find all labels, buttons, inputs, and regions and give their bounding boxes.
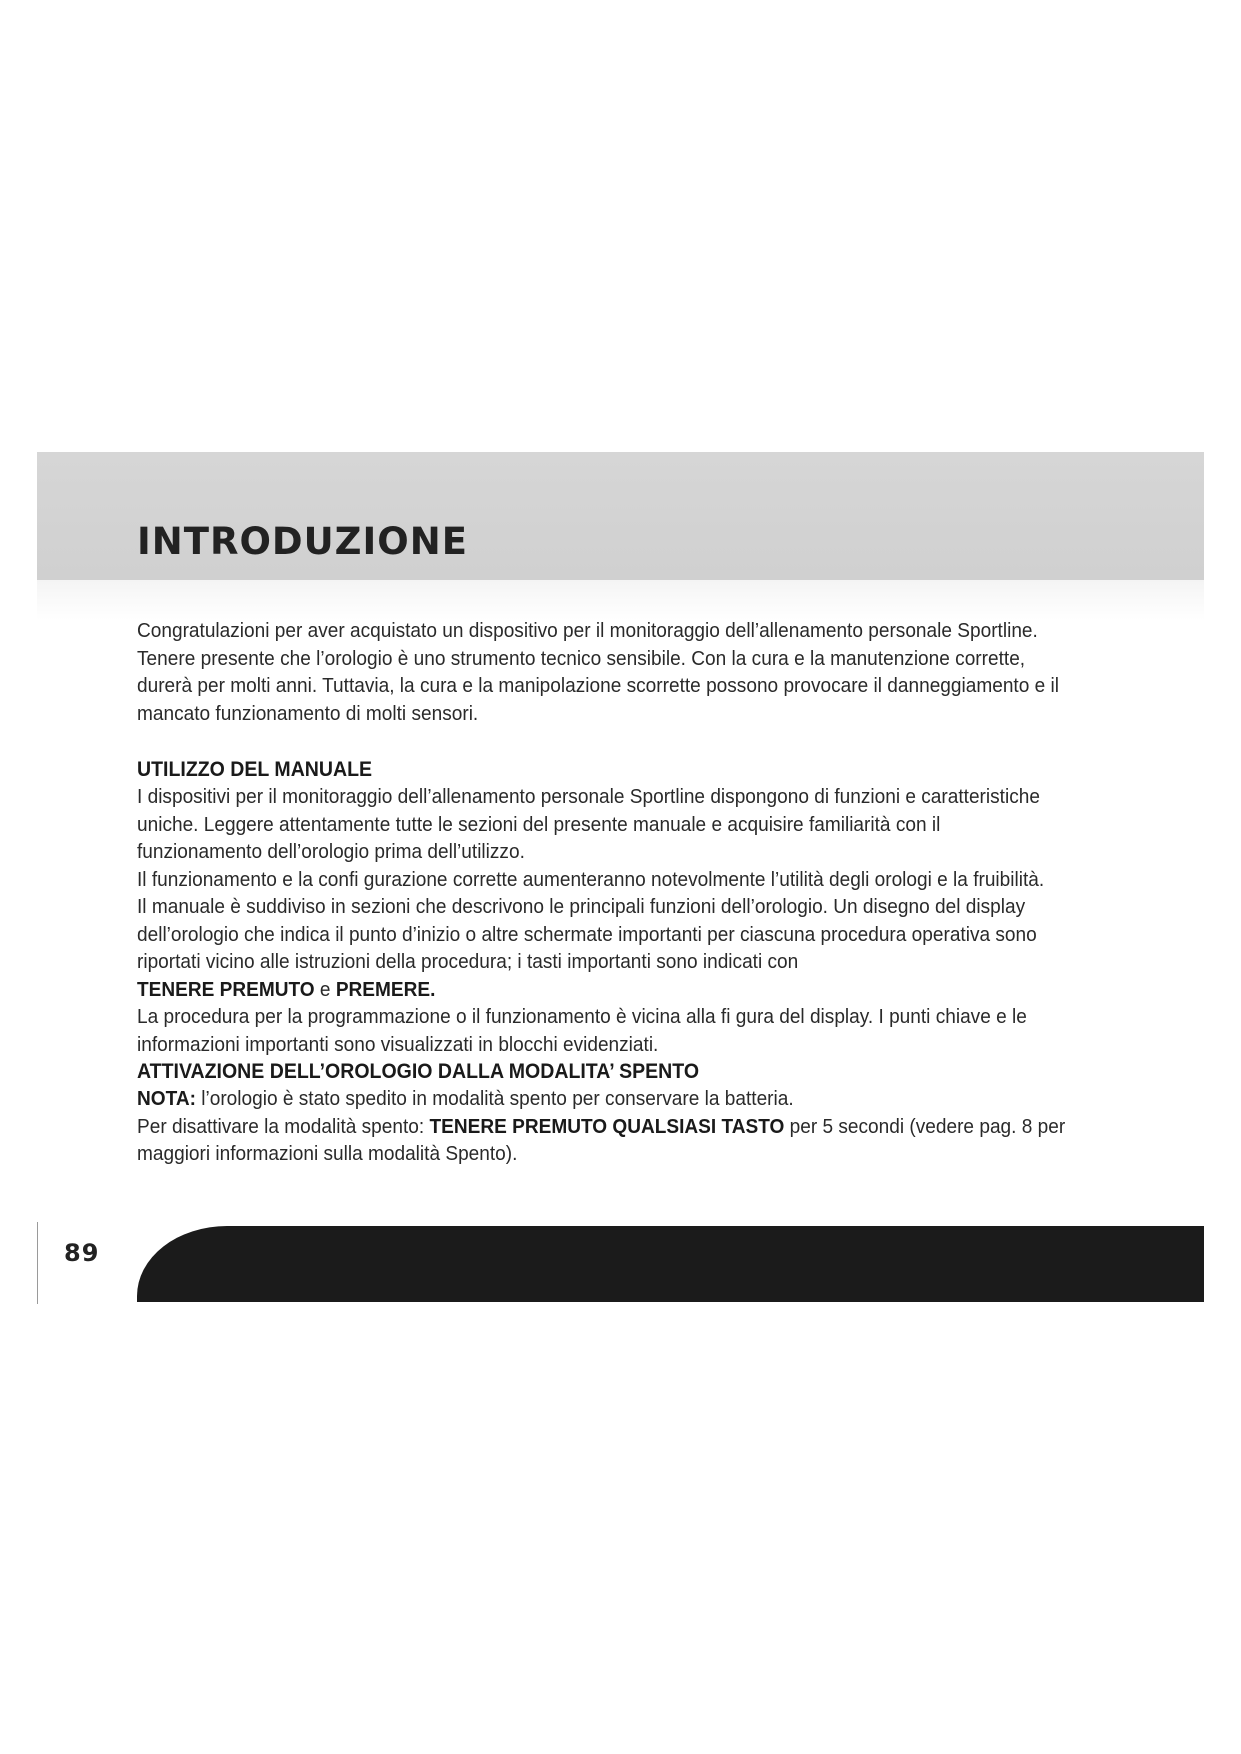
manual-paragraph-3 xyxy=(137,893,1067,1003)
manual-paragraph-2: Il funzionamento e la confi gurazione corrette aumenteranno notevolmente l’utilità degli orologi e la fruibilità. xyxy=(137,867,1045,891)
footer-band xyxy=(137,1226,1204,1302)
intro-paragraph: Congratulazioni per aver acquistato un dispositivo per il monitoraggio dell’allenamento personale Sportline. Tenere presente che l’orologio è uno strumento tecnico sensibile. Con la cura e la manutenzione corrette, durerà per molti anni. Tuttavia, la cura e la manipolazione scorrette possono provocare il danneggiamento e il mancato funzionamento di molti sensori. xyxy=(137,619,1060,725)
note-text: l’orologio è stato spedito in modalità spento per conservare la batteria. xyxy=(195,1087,794,1110)
page-title: INTRODUZIONE xyxy=(137,520,468,563)
note-paragraph xyxy=(137,1085,1067,1113)
keyword-press: PREMERE. xyxy=(335,977,436,1001)
activation-paragraph xyxy=(137,1113,1067,1168)
section-heading-activation: ATTIVAZIONE DELL’OROLOGIO DALLA MODALITA’ SPENTO xyxy=(137,1060,700,1083)
activation-text-before: Per disattivare la modalità spento: xyxy=(137,1114,430,1138)
page-number: 89 xyxy=(64,1239,100,1267)
manual-paragraph-3-text: Il manuale è suddiviso in sezioni che descrivono le principali funzioni dell’orologio. Un disegno del display dell’orologio che indica il punto d’inizio o altre schermate importanti per ciascuna procedura operativa sono riportati vicino alle istruzioni della procedura; i tasti importanti sono indicati con xyxy=(137,895,1037,973)
keyword-hold: TENERE PREMUTO xyxy=(137,977,315,1001)
manual-paragraph-4: La procedura per la programmazione o il funzionamento è vicina alla fi gura del display. I punti chiave e le informazioni importanti sono visualizzati in blocchi evidenziati. xyxy=(137,1005,1027,1056)
section-heading-manual: UTILIZZO DEL MANUALE xyxy=(137,758,373,781)
body-content xyxy=(137,617,1067,1168)
header-fade xyxy=(37,580,1204,620)
note-label: NOTA: xyxy=(137,1087,196,1110)
keyword-hold-any-key: TENERE PREMUTO QUALSIASI TASTO xyxy=(429,1114,785,1138)
margin-rule xyxy=(37,1222,38,1304)
manual-paragraph-1: I dispositivi per il monitoraggio dell’allenamento personale Sportline dispongono di funzioni e caratteristiche uniche. Leggere attentamente tutte le sezioni del presente manuale e acquisire familiarità con il funzionamento dell’orologio prima dell’utilizzo. xyxy=(137,785,1040,863)
conjunction-text: e xyxy=(314,977,336,1001)
activation-text-after: per 5 secondi (vedere pag. 8 per maggiori informazioni sulla modalità Spento). xyxy=(137,1114,1066,1165)
